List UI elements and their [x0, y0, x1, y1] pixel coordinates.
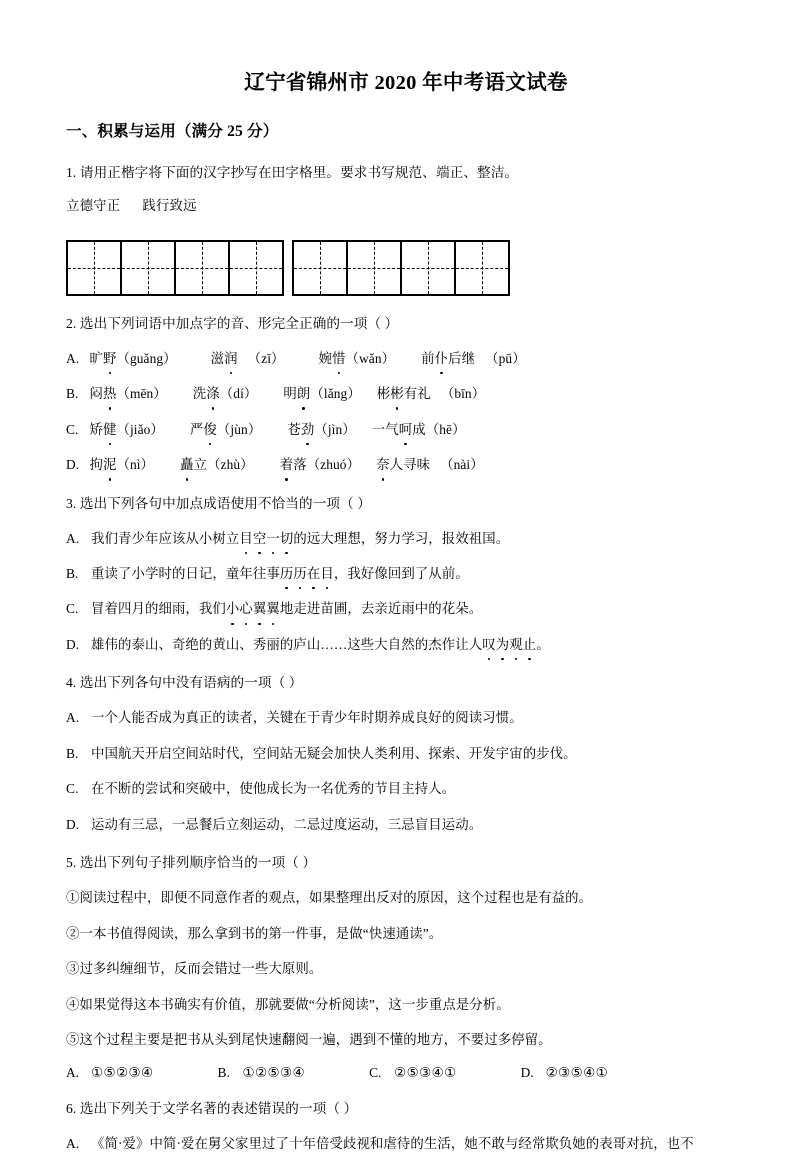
question-3-number: 3. — [66, 495, 77, 511]
word-post: 寻味 — [403, 457, 431, 473]
dotted-char: 历 — [293, 563, 307, 584]
dotted-char: 呵 — [399, 419, 413, 440]
question-4-stem — [66, 672, 746, 693]
pinyin: （pū） — [485, 350, 526, 366]
option-pre: 雄伟的泰山、奇绝的黄山、秀丽的庐山……这些大自然的杰作让人 — [91, 636, 483, 652]
answer-option-a[interactable] — [66, 1065, 154, 1080]
dotted-char: 矗 — [180, 454, 194, 475]
pinyin: （jiǎo） — [116, 421, 164, 437]
dotted-char: 惜 — [332, 348, 346, 369]
dotted-idiom — [482, 637, 536, 652]
pinyin-item — [376, 454, 484, 475]
word-post: 成 — [412, 421, 426, 437]
question-4-number: 4. — [66, 675, 77, 691]
pinyin: （dí） — [219, 386, 258, 402]
question-1-sample — [66, 196, 746, 216]
option-label: C. — [66, 421, 79, 437]
question-2-number: 2. — [66, 315, 77, 331]
section-heading: 一、积累与运用（满分 25 分） — [66, 122, 279, 140]
option-label: A. — [66, 350, 80, 366]
option-pre: 我们青少年应该从小树立 — [91, 530, 240, 546]
option-label: A. — [66, 710, 80, 726]
pinyin-item — [287, 419, 355, 440]
question-2-text: 选出下列词语中加点字的音、形完全正确的一项（ ） — [79, 315, 399, 331]
tianzige-group-2[interactable] — [292, 240, 510, 296]
option-text: 中国航天开启空间站时代，空间站无疑会加快人类利用、探索、开发宇宙的步伐。 — [91, 745, 577, 761]
option-pre: 重读了小学时的日记，童年往事 — [91, 566, 280, 582]
question-3-text: 选出下列各句中加点成语使用不恰当的一项（ ） — [79, 495, 371, 511]
dotted-char: 彬 — [390, 383, 404, 404]
dotted-char: 翼 — [253, 598, 267, 619]
question-3-option-d[interactable] — [66, 634, 746, 655]
question-2-option-d[interactable] — [66, 454, 746, 475]
dotted-char: 小 — [226, 598, 240, 619]
pinyin: （zī） — [247, 350, 285, 366]
option-text: 运动有三忌，一忌餐后立刻运动，二忌过度运动，三忌盲目运动。 — [91, 816, 483, 832]
question-2-option-c[interactable] — [66, 419, 746, 440]
question-1-stem — [66, 162, 746, 183]
dotted-char: 目 — [239, 528, 253, 549]
question-2-stem — [66, 313, 746, 334]
option-post: 的远大理想，努力学习，报效祖国。 — [293, 530, 510, 546]
question-4-option-a[interactable] — [66, 707, 746, 728]
question-1-number: 1. — [66, 164, 77, 180]
pinyin-item — [283, 383, 360, 404]
dotted-char: 为 — [496, 634, 510, 655]
dotted-idiom — [226, 601, 280, 616]
pinyin-item — [180, 454, 254, 475]
pinyin: （mēn） — [116, 386, 167, 402]
pinyin: （jìn） — [314, 421, 356, 437]
question-5-sentence-4: ④如果觉得这本书确实有价值，那就要做“分析阅读”，这一步重点是分析。 — [66, 996, 510, 1012]
answer-option-c[interactable] — [369, 1065, 457, 1080]
answer-option-b[interactable] — [218, 1065, 306, 1080]
dotted-char: 着 — [280, 454, 294, 475]
question-6-option-a[interactable] — [66, 1133, 746, 1154]
word-pre: 矫 — [89, 421, 103, 437]
tianzige-cell[interactable] — [294, 242, 348, 294]
question-4-option-c[interactable] — [66, 778, 746, 799]
option-value: ②③⑤④① — [545, 1065, 609, 1081]
word-pre: 严 — [189, 421, 204, 437]
dotted-char: 止 — [523, 634, 537, 655]
pinyin: （nài） — [440, 457, 484, 473]
pinyin-item — [89, 348, 176, 369]
question-6-text: 选出下列关于文学名著的表述错误的一项（ ） — [79, 1101, 358, 1117]
option-label: D. — [66, 636, 80, 652]
word-pre: 一气 — [371, 421, 399, 437]
word-pre: 婉 — [318, 350, 333, 366]
word-pre: 前 — [421, 350, 435, 366]
option-label: D. — [66, 816, 80, 832]
dotted-char: 仆 — [435, 348, 449, 369]
question-5-number: 5. — [66, 855, 77, 871]
pinyin-item — [89, 419, 163, 440]
dotted-char: 翼 — [266, 598, 280, 619]
question-5-sentence-1: ①阅读过程中，即便不同意作者的观点，如果整理出反对的原因，这个过程也是有益的。 — [66, 890, 593, 906]
dotted-char: 润 — [224, 348, 238, 369]
page-content — [66, 60, 746, 1155]
option-label: A. — [66, 1065, 80, 1081]
word-pre: 彬 — [376, 386, 391, 402]
dotted-char: 健 — [103, 419, 117, 440]
pinyin: （zhuó） — [306, 457, 361, 473]
option-label: D. — [66, 457, 80, 473]
dotted-char: 空 — [253, 528, 267, 549]
option-text: 一个人能否成为真正的读者，关键在于青少年时期养成良好的阅读习惯。 — [91, 710, 523, 726]
option-pre: 冒着四月的细雨，我们 — [91, 601, 226, 617]
dotted-char: 劲 — [301, 419, 315, 440]
question-5-stem — [66, 852, 746, 873]
question-6-number: 6. — [66, 1101, 77, 1117]
option-label: C. — [369, 1065, 382, 1081]
question-1-text: 请用正楷字将下面的汉字抄写在田字格里。要求书写规范、端正、整洁。 — [79, 164, 519, 180]
pinyin: （bīn） — [440, 386, 486, 402]
question-4-text: 选出下列各句中没有语病的一项（ ） — [79, 675, 303, 691]
dotted-idiom — [280, 566, 334, 581]
option-label: B. — [217, 1065, 230, 1081]
question-3-option-a[interactable] — [66, 528, 746, 549]
dotted-char: 切 — [280, 528, 294, 549]
option-post: 地走进苗圃，去亲近雨中的花朵。 — [279, 601, 483, 617]
question-5-answers — [66, 1065, 746, 1081]
dotted-char: 目 — [320, 563, 334, 584]
pinyin-item — [421, 348, 526, 369]
dotted-char: 一 — [266, 528, 280, 549]
dotted-char: 朗 — [297, 383, 311, 404]
pinyin-item — [190, 419, 261, 440]
option-label: A. — [66, 530, 80, 546]
tianzige-group-1[interactable] — [66, 240, 284, 296]
dotted-char: 观 — [509, 634, 523, 655]
dotted-char: 热 — [103, 383, 117, 404]
pinyin-item — [193, 383, 258, 404]
pinyin: （zhù） — [207, 457, 254, 473]
pinyin: （jùn） — [216, 421, 262, 437]
tianzige-cell[interactable] — [456, 242, 510, 294]
pinyin-item — [280, 454, 360, 475]
tianzige-cell[interactable] — [348, 242, 402, 294]
word-pre: 旷 — [89, 350, 103, 366]
word-pre: 拘 — [89, 457, 103, 473]
tianzige-cell[interactable] — [68, 242, 122, 294]
tianzige-cell[interactable] — [122, 242, 176, 294]
dotted-char: 心 — [239, 598, 253, 619]
answer-option-d[interactable] — [521, 1065, 609, 1080]
question-6-stem — [66, 1098, 746, 1119]
word-pre: 滋 — [210, 350, 225, 366]
pinyin-item — [89, 454, 154, 475]
option-label: B. — [66, 386, 79, 402]
dotted-char: 历 — [280, 563, 294, 584]
sample-right: 践行致远 — [142, 197, 197, 213]
question-5-sentence-5: ⑤这个过程主要是把书从头到尾快速翻阅一遍，遇到不懂的地方，不要过多停留。 — [66, 1031, 552, 1047]
pinyin: （wǎn） — [345, 350, 396, 366]
option-label: C. — [66, 601, 79, 617]
option-text: 《简·爱》中简·爱在舅父家里过了十年倍受歧视和虐待的生活，她不敢与经常欺负她的表哥对抗，也不 — [91, 1136, 694, 1152]
dotted-char: 野 — [103, 348, 117, 369]
word-post: 落 — [293, 457, 307, 473]
word-post: 后继 — [448, 350, 476, 366]
option-value: ②⑤③④① — [394, 1065, 457, 1081]
tianzige-grid — [66, 240, 746, 296]
dotted-char: 叹 — [482, 634, 496, 655]
question-2-option-b[interactable] — [66, 383, 746, 404]
pinyin-item — [211, 348, 285, 369]
pinyin: （lǎng） — [310, 386, 361, 402]
word-pre: 苍 — [287, 421, 301, 437]
word-mid: 人 — [389, 457, 404, 473]
question-5-text: 选出下列句子排列顺序恰当的一项（ ） — [79, 855, 317, 871]
pinyin: （guǎng） — [116, 350, 177, 366]
option-post: 。 — [536, 636, 550, 652]
option-value: ①②⑤③④ — [242, 1065, 306, 1081]
tianzige-cell[interactable] — [230, 242, 284, 294]
dotted-char: 涤 — [206, 383, 220, 404]
dotted-char: 在 — [307, 563, 321, 584]
question-4-option-d[interactable] — [66, 814, 746, 835]
dotted-char: 泥 — [103, 454, 117, 475]
tianzige-cell[interactable] — [402, 242, 456, 294]
question-3-stem — [66, 493, 746, 514]
dotted-char: 俊 — [203, 419, 217, 440]
option-value: ①⑤②③④ — [91, 1065, 154, 1081]
question-5-sentence-2: ②一本书值得阅读，那么拿到书的第一件事，是做“快速通读”。 — [66, 925, 443, 941]
dotted-idiom — [239, 531, 293, 546]
question-2-option-a[interactable] — [66, 348, 746, 369]
word-post: 立 — [193, 457, 208, 473]
dotted-char: 奈 — [376, 454, 390, 475]
option-label: B. — [66, 566, 79, 582]
page-title: 辽宁省锦州市 2020 年中考语文试卷 — [244, 72, 568, 94]
question-5-sentence-3: ③过多纠缠细节，反而会错过一些大原则。 — [66, 961, 323, 977]
pinyin-item — [372, 419, 466, 440]
word-pre: 洗 — [192, 386, 207, 402]
pinyin: （hē） — [425, 421, 466, 437]
sample-left: 立德守正 — [66, 197, 121, 213]
word-post: 有礼 — [403, 386, 431, 402]
pinyin: （nì） — [116, 457, 155, 473]
question-4-option-b[interactable] — [66, 743, 746, 764]
option-label: C. — [66, 781, 79, 797]
option-label: B. — [66, 745, 79, 761]
option-post: ，我好像回到了从前。 — [333, 566, 469, 582]
question-3-option-c[interactable] — [66, 598, 746, 619]
option-label: A. — [66, 1136, 80, 1152]
option-text: 在不断的尝试和突破中，使他成长为一名优秀的节目主持人。 — [91, 781, 456, 797]
pinyin-item — [377, 383, 485, 404]
tianzige-cell[interactable] — [176, 242, 230, 294]
word-pre: 明 — [283, 386, 297, 402]
pinyin-item — [89, 383, 166, 404]
word-pre: 闷 — [89, 386, 103, 402]
option-label: D. — [520, 1065, 534, 1081]
question-3-option-b[interactable] — [66, 563, 746, 584]
pinyin-item — [319, 348, 396, 369]
